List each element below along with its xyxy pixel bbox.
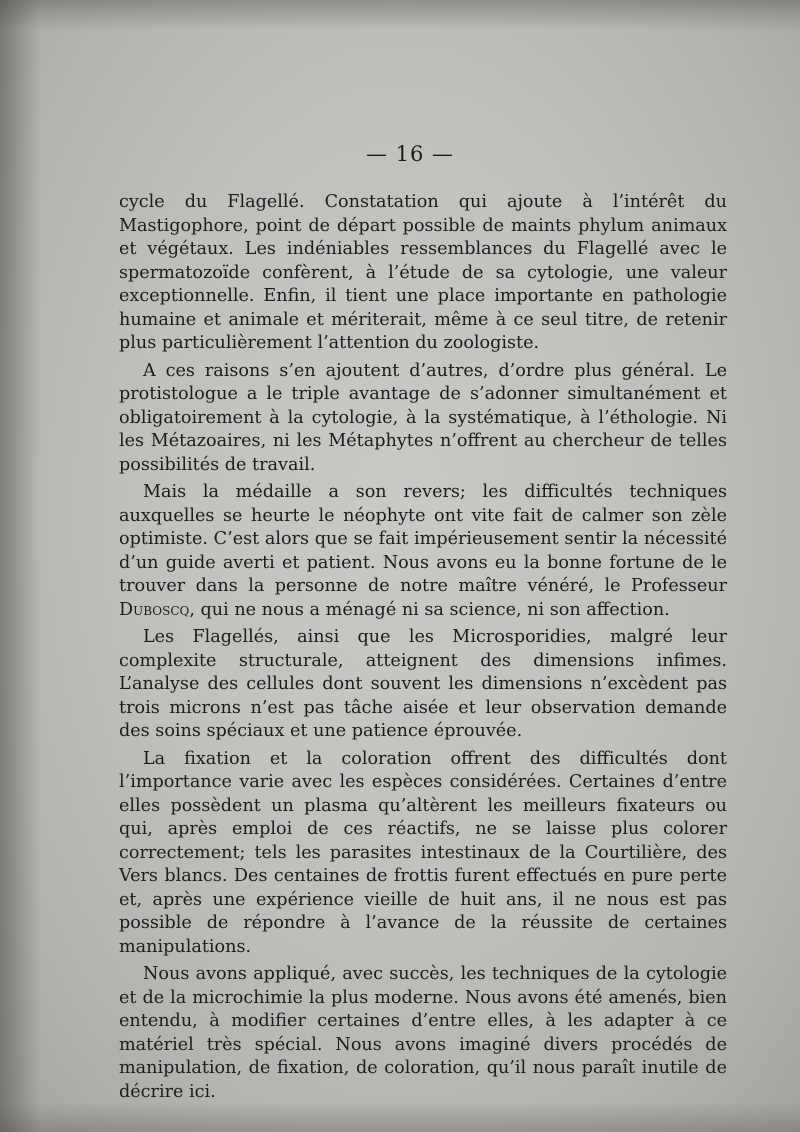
page-number: — 16 — xyxy=(365,142,455,166)
paragraph-3-text-after: , qui ne nous a ménagé ni sa science, ni son affection. xyxy=(189,599,670,620)
page-edge-shadow-left xyxy=(0,0,40,1132)
body-text xyxy=(119,191,727,1108)
paragraph-4: Les Flagellés, ainsi que les Microsporidies, malgré leur complexite structurale, atteignent des dimensions infimes. L’analyse des cellules dont souvent les dimensions n’excèdent pas trois microns n’est pas tâche aisée et leur observation demande des soins spéciaux et une patience éprouvée. xyxy=(119,627,727,741)
page-edge-shadow-top xyxy=(0,0,800,30)
paragraph-6: Nous avons appliqué, avec succès, les techniques de la cytologie et de la microchimie la plus moderne. Nous avons été amenés, bien entendu, à modifier certaines d’entre elles, à les adapter à ce matériel très spécial. Nous avons imaginé divers procédés de manipulation, de fixation, de coloration, qu’il nous paraît inutile de décrire ici. xyxy=(119,964,727,1102)
paragraph-3-text-before: Mais la médaille a son revers; les difficultés techniques auxquelles se heurte le néophyte ont vite fait de calmer son zèle optimiste. C’est alors que se fait impérieusement sentir la nécessité d’un guide averti et patient. Nous avons eu la bonne fortune de le trouver dans la personne de notre maître vénéré, le Professeur xyxy=(119,482,727,596)
paragraph-3 xyxy=(119,481,727,622)
author-name-duboscq: Duboscq xyxy=(119,599,190,620)
paragraph-5: La fixation et la coloration offrent des difficultés dont l’importance varie avec les espèces considérées. Certaines d’entre elles possèdent un plasma qu’altèrent les meilleurs fixateurs ou qui, après emploi de ces réactifs, ne se laisse plus colorer correctement; tels les parasites intestinaux de la Courtilière, des Vers blancs. Des centaines de frottis furent effectués en pure perte et, après une expérience vieille de huit ans, il ne nous est pas possible de répondre à l’avance de la réussite de certaines manipulations. xyxy=(119,748,727,957)
paragraph-1: cycle du Flagellé. Constatation qui ajoute à l’intérêt du Mastigophore, point de départ possible de maints phylum animaux et végétaux. Les indéniables ressemblances du Flagellé avec le spermatozoïde confèrent, à l’étude de sa cytologie, une valeur exceptionnelle. Enfin, il tient une place importante en pathologie humaine et animale et mériterait, même à ce seul titre, de retenir plus particulièrement l’attention du zoologiste. xyxy=(119,192,727,353)
paragraph-2: A ces raisons s’en ajoutent d’autres, d’ordre plus général. Le protistologue a le triple avantage de s’adonner simultanément et obligatoirement à la cytologie, à la systématique, à l’éthologie. Ni les Métazoaires, ni les Métaphytes n’offrent au chercheur de telles possibilités de travail. xyxy=(119,360,727,475)
